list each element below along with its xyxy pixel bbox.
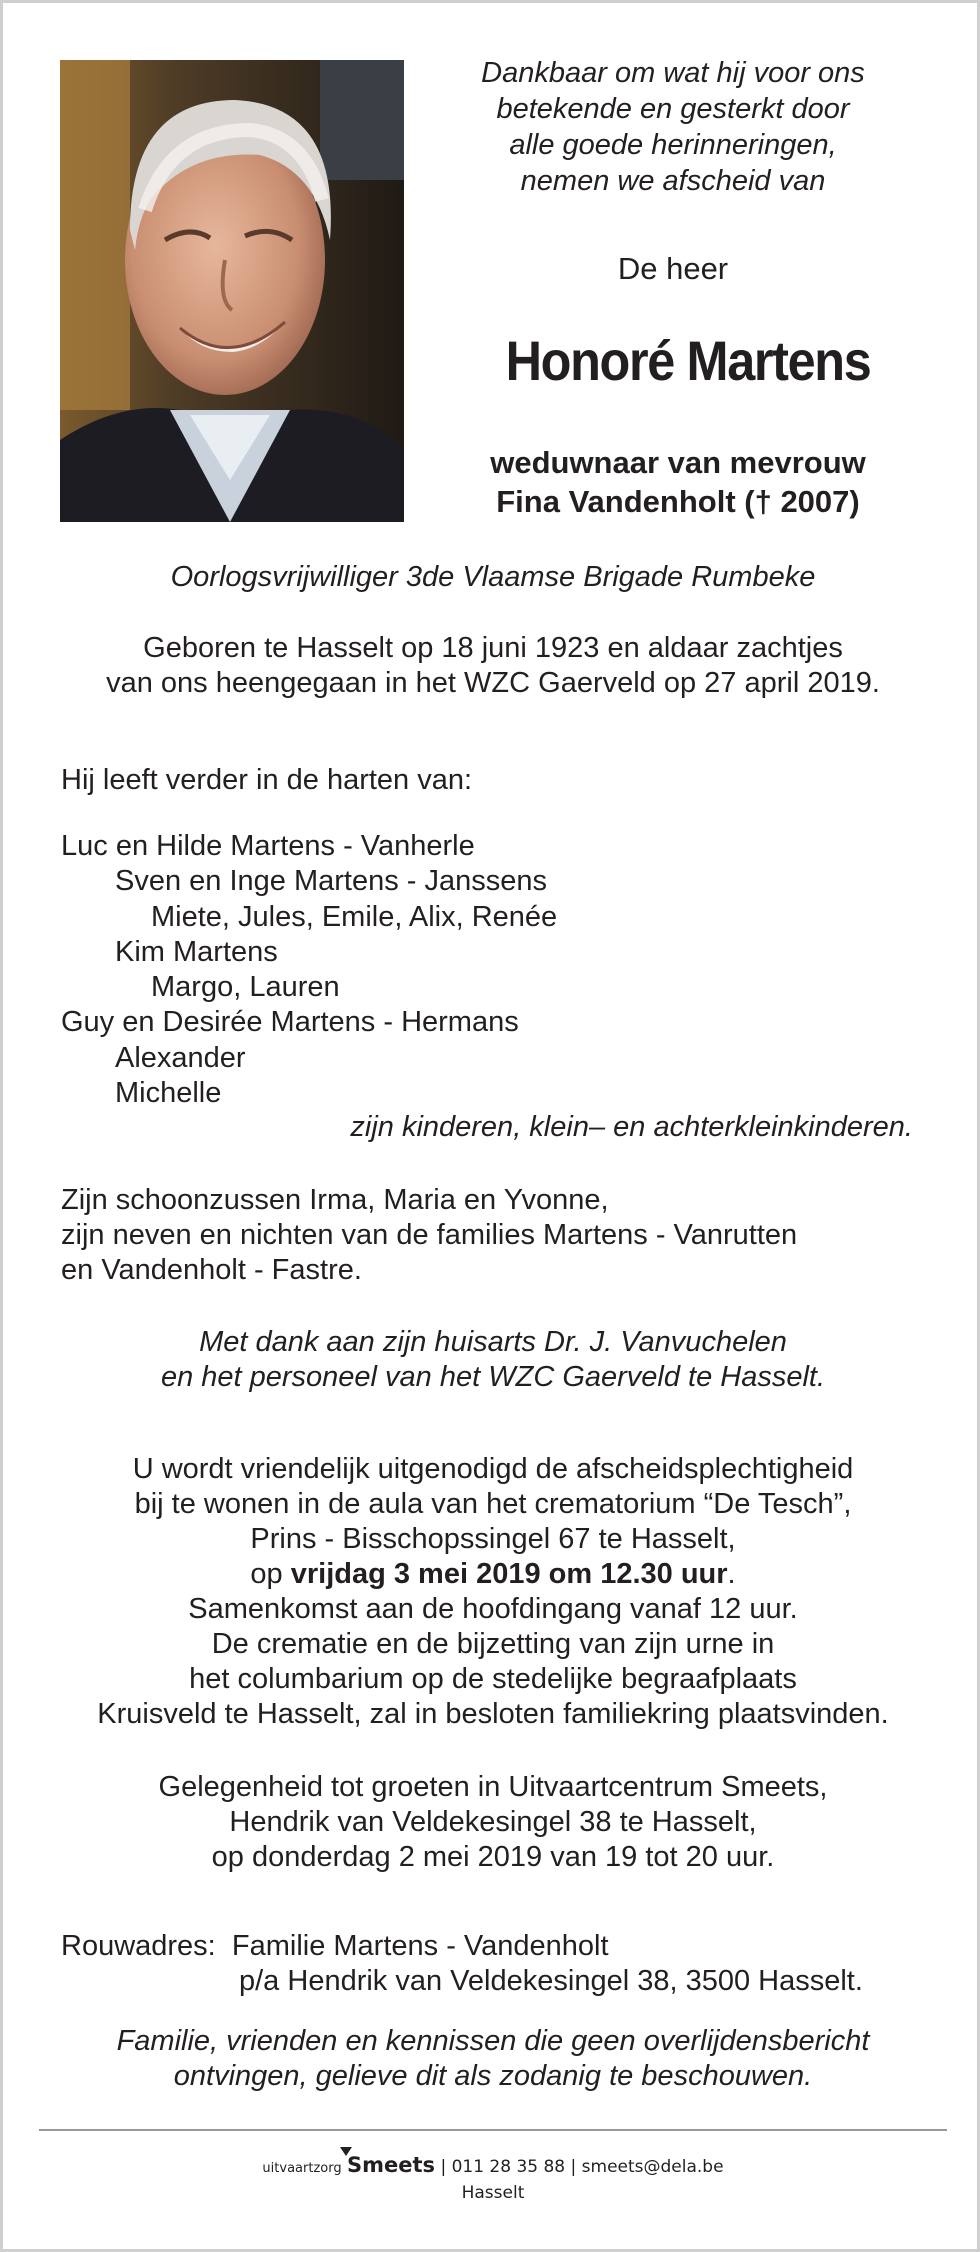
birth-line: Geboren te Hasselt op 18 juni 1923 en aldaar zachtjes xyxy=(143,632,843,664)
invitation-suffix: . xyxy=(727,1558,736,1590)
rouwadres-address: p/a Hendrik van Veldekesingel 38, 3500 Hasselt. xyxy=(239,1965,863,1997)
family-list xyxy=(61,829,557,1111)
footer-prefix: uitvaartzorg xyxy=(262,2161,342,2176)
invitation-prefix: op xyxy=(250,1558,291,1590)
greeting-line: op donderdag 2 mei 2019 van 19 tot 20 uur. xyxy=(211,1841,775,1873)
intro-line: betekende en gesterkt door xyxy=(496,93,850,125)
widower-line: weduwnaar van mevrouw xyxy=(490,445,866,480)
salutation: De heer xyxy=(617,251,729,286)
invitation-date-line xyxy=(43,1557,943,1592)
family-signature: zijn kinderen, klein– en achterkleinkinderen. xyxy=(350,1111,913,1143)
birth-line: van ons heengegaan in het WZC Gaerveld op 27 april 2019. xyxy=(106,667,880,699)
rouwadres-name: Familie Martens - Vandenholt xyxy=(231,1930,609,1962)
intro-line: alle goede herinneringen, xyxy=(509,129,837,161)
intro-text xyxy=(423,55,923,199)
greeting-text xyxy=(43,1770,943,1875)
ceremony-date: vrijdag 3 mei 2019 om 12.30 uur xyxy=(290,1558,728,1590)
relatives-line: en Vandenholt - Fastre. xyxy=(61,1254,362,1286)
family-member: Miete, Jules, Emile, Alix, Renée xyxy=(151,900,558,933)
invitation-text xyxy=(43,1452,943,1732)
family-member: Luc en Hilde Martens - Vanherle xyxy=(61,830,475,862)
family-member: Michelle xyxy=(115,1077,222,1110)
relatives-text xyxy=(61,1183,797,1288)
family-member: Guy en Desirée Martens - Hermans xyxy=(61,1006,519,1039)
intro-line: Dankbaar om wat hij voor ons xyxy=(481,57,865,89)
closing-line: Familie, vrienden en kennissen die geen overlijdensbericht xyxy=(116,2025,870,2057)
invitation-line: Samenkomst aan de hoofdingang vanaf 12 uur. xyxy=(188,1593,798,1625)
relatives-line: Zijn schoonzussen Irma, Maria en Yvonne, xyxy=(61,1184,609,1216)
intro-line: nemen we afscheid van xyxy=(520,165,826,197)
thanks-text xyxy=(43,1325,943,1395)
volunteer-line: Oorlogsvrijwilliger 3de Vlaamse Brigade Rumbeke xyxy=(170,561,816,593)
closing-line: ontvingen, gelieve dit als zodanig te beschouwen. xyxy=(173,2060,813,2092)
widower-line: Fina Vandenholt († 2007) xyxy=(496,484,860,519)
greeting-line: Hendrik van Veldekesingel 38 te Hasselt, xyxy=(229,1806,757,1838)
footer-city: Hasselt xyxy=(461,2183,525,2203)
lives-on-heading: Hij leeft verder in de harten van: xyxy=(61,764,473,796)
widower-text xyxy=(423,443,933,521)
family-member: Sven en Inge Martens - Janssens xyxy=(115,865,548,898)
thanks-line: Met dank aan zijn huisarts Dr. J. Vanvuchelen xyxy=(199,1326,787,1358)
invitation-line: U wordt vriendelijk uitgenodigd de afscheidsplechtigheid xyxy=(132,1453,854,1485)
rouwadres-line xyxy=(61,1930,609,1963)
invitation-line: De crematie en de bijzetting van zijn urne in xyxy=(211,1628,775,1660)
closing-text xyxy=(43,2024,943,2094)
deceased-name: Honoré Martens xyxy=(505,329,871,392)
logo-caret-icon xyxy=(340,2147,352,2156)
family-member: Margo, Lauren xyxy=(151,971,340,1004)
invitation-line: het columbarium op de stedelijke begraafplaats xyxy=(189,1663,797,1695)
invitation-line: Prins - Bisschopssingel 67 te Hasselt, xyxy=(250,1523,736,1555)
footer-brand: Smeets xyxy=(347,2153,436,2177)
footer-divider xyxy=(39,2129,947,2131)
thanks-line: en het personeel van het WZC Gaerveld te Hasselt. xyxy=(160,1361,826,1393)
invitation-line: bij te wonen in de aula van het crematorium “De Tesch”, xyxy=(134,1488,852,1520)
family-member: Kim Martens xyxy=(115,935,278,968)
portrait-photo xyxy=(60,60,404,522)
family-member: Alexander xyxy=(115,1041,246,1074)
birth-death-text xyxy=(43,631,943,701)
rouwadres-label: Rouwadres: xyxy=(61,1930,216,1962)
greeting-line: Gelegenheid tot groeten in Uitvaartcentrum Smeets, xyxy=(158,1771,828,1803)
footer xyxy=(3,2153,980,2203)
relatives-line: zijn neven en nichten van de families Martens - Vanrutten xyxy=(61,1219,798,1251)
footer-contact: | 011 28 35 88 | smeets@dela.be xyxy=(440,2157,724,2177)
footer-contact-line xyxy=(3,2153,980,2181)
invitation-line: Kruisveld te Hasselt, zal in besloten familiekring plaatsvinden. xyxy=(97,1698,889,1730)
